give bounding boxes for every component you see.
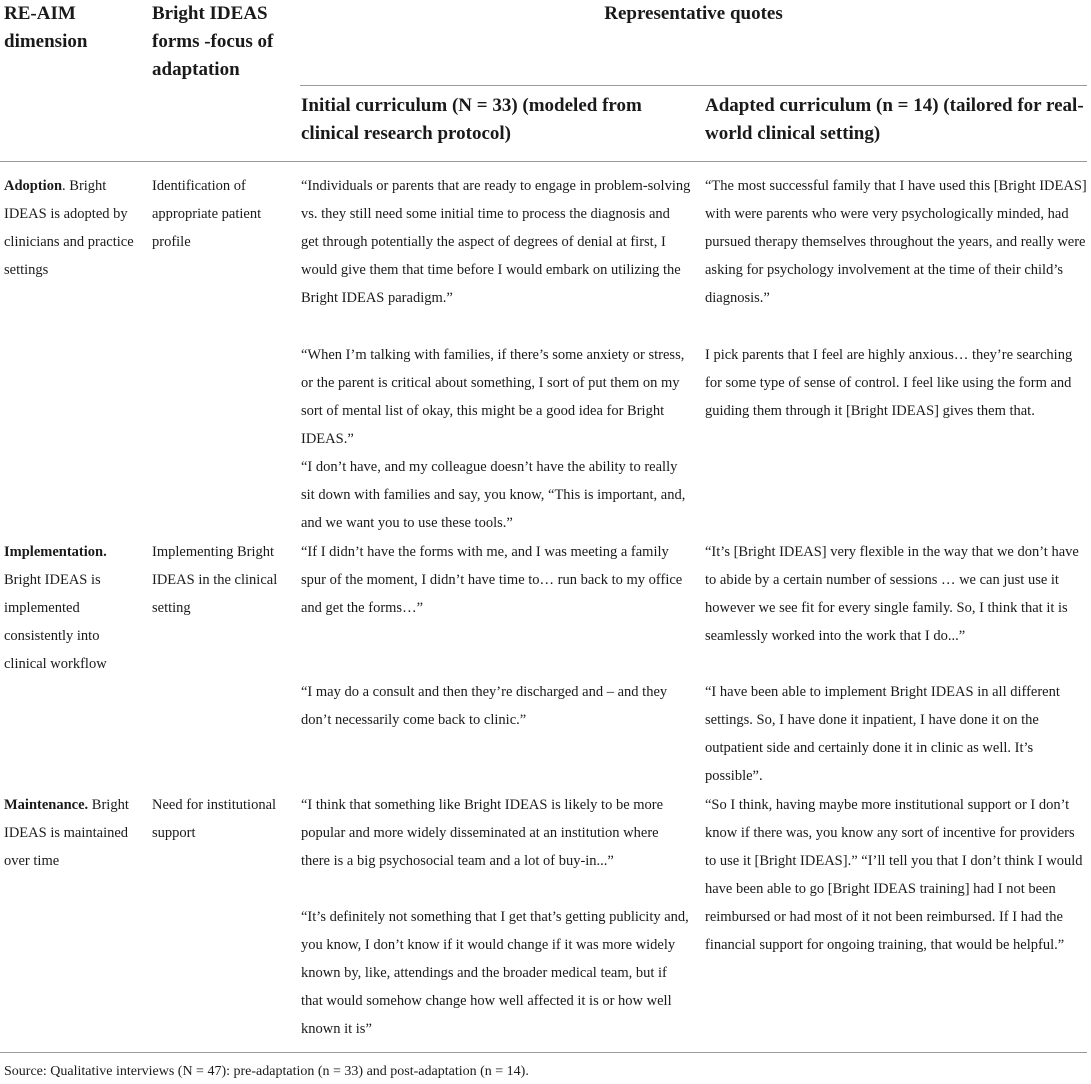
row-implementation-focus: Implementing Bright IDEAS in the clinical setting <box>152 544 278 616</box>
quote-adapted: “The most successful family that I have used this [Bright IDEAS] with were parents who were very psychologically minded, had pursued therapy themselves throughout the years, and really were asking for psychology involvement at the time of their child’s diagnosis.” <box>705 178 1087 306</box>
quote-initial: “When I’m talking with families, if there’s some anxiety or stress, or the parent is critical about something, I sort of put them on my sort of mental list of okay, this might be a good idea for Bright IDEAS.” <box>301 347 685 447</box>
row-adoption-dimension <box>4 172 144 284</box>
header-bottom-rule <box>0 161 1087 162</box>
source-note: Source: Qualitative interviews (N = 47): pre-adaptation (n = 33) and post-adaptation (n = 14). <box>4 1064 529 1079</box>
dimension-description: Bright IDEAS is maintained over time <box>4 797 129 869</box>
header-divider <box>300 85 1087 86</box>
quote-adapted: “I have been able to implement Bright IDEAS in all different settings. So, I have done it inpatient, I have done it on the outpatient side and certainly done it in clinic as well. It’s possible”. <box>705 684 1060 784</box>
dimension-label: Maintenance. <box>4 797 89 813</box>
row-maintenance-dimension <box>4 791 144 875</box>
table-bottom-rule <box>0 1052 1087 1053</box>
quote-initial: “I may do a consult and then they’re discharged and – and they don’t necessarily come back to clinic.” <box>301 684 668 728</box>
header-focus-of-adaptation: Bright IDEAS forms -focus of adaptation <box>152 3 274 80</box>
quote-initial: “Individuals or parents that are ready to engage in problem-solving vs. they still need some initial time to process the diagnosis and get through potentially the aspect of degrees of denial at first, I would give them that time before I would embark on utilizing the Bright IDEAS paradigm.” <box>301 178 691 306</box>
row-implementation-dimension <box>4 538 144 678</box>
quote-initial: “If I didn’t have the forms with me, and I was meeting a family spur of the moment, I didn’t have time to… run back to my office and get the forms…” <box>301 544 683 616</box>
header-representative-quotes: Representative quotes <box>604 3 783 24</box>
header-adapted-curriculum: Adapted curriculum (n = 14) (tailored for real-world clinical setting) <box>705 95 1084 144</box>
quote-adapted: I pick parents that I feel are highly anxious… they’re searching for some type of sense of control. I feel like using the form and guiding them through it [Bright IDEAS] gives them that. <box>705 347 1073 419</box>
dimension-description: Bright IDEAS is implemented consistently into clinical workflow <box>4 572 107 672</box>
header-initial-curriculum: Initial curriculum (N = 33) (modeled from clinical research protocol) <box>301 95 642 144</box>
quote-initial: “I don’t have, and my colleague doesn’t have the ability to really sit down with families and say, you know, “This is important, and, and we want you to use these tools.” <box>301 459 686 531</box>
quote-adapted: “So I think, having maybe more institutional support or I don’t know if there was, you know any sort of incentive for providers to use it [Bright IDEAS].” “I’ll tell you that I don’t think I would have been able to go [Bright IDEAS training] had I not been reimbursed or had most of it not been reimbursed. If I had the financial support for ongoing training, that would be helpful.” <box>705 797 1083 953</box>
row-maintenance-focus: Need for institutional support <box>152 797 277 841</box>
header-reaim-dimension: RE-AIM dimension <box>4 3 88 52</box>
quote-adapted: “It’s [Bright IDEAS] very flexible in the way that we don’t have to abide by a certain number of sessions … we can just use it however we see fit for every single family. So, I think that it is seamlessly worked into the work that I do...” <box>705 544 1079 644</box>
dimension-label: Adoption <box>4 178 63 194</box>
row-adoption-focus: Identification of appropriate patient profile <box>152 178 262 250</box>
dimension-description: . Bright IDEAS is adopted by clinicians and practice settings <box>4 178 134 278</box>
dimension-label: Implementation. <box>4 544 107 560</box>
quote-initial: “It’s definitely not something that I get that’s getting publicity and, you know, I don’t know if it would change if it was more widely known by, like, attendings and the broader medical team, but if that would somehow change how well affected it is or how well known it is” <box>301 909 689 1037</box>
quote-initial: “I think that something like Bright IDEAS is likely to be more popular and more widely disseminated at an institution where there is a big psychosocial team and a lot of buy-in...” <box>301 797 664 869</box>
